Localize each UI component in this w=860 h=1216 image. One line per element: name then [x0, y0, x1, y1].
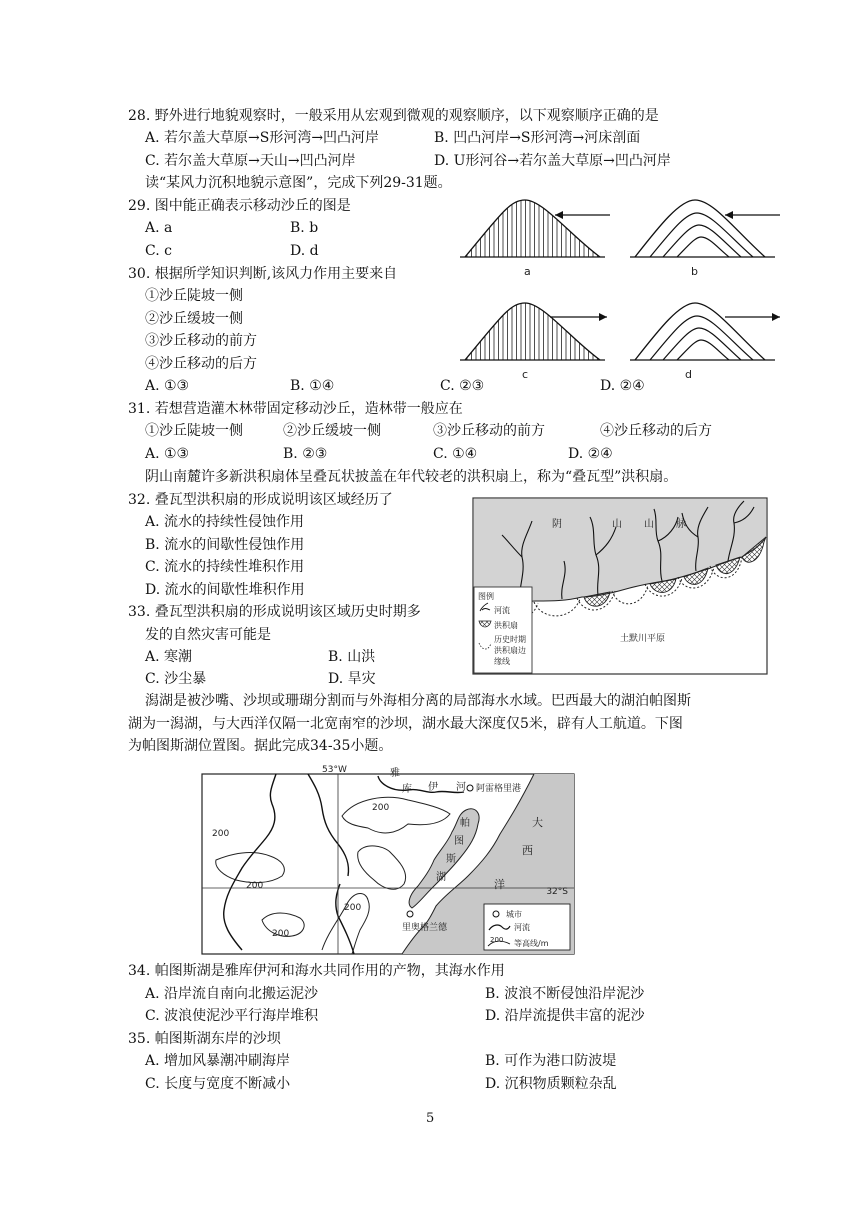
fan-map-legend: [474, 587, 532, 673]
river-label-4: 河: [456, 782, 466, 793]
contour-label-4: 200: [344, 903, 362, 913]
q35-option-d: D. 沉积物质颗粒杂乱: [485, 1076, 617, 1092]
longitude-label: 53°W: [322, 765, 347, 775]
legend-old-line2: 洪积扇边: [494, 646, 526, 655]
page-number: 5: [426, 1111, 435, 1126]
intro-34-35-line3: 为帕图斯湖位置图。据此完成34-35小题。: [128, 738, 393, 754]
lake-label-4: 湖: [436, 872, 446, 883]
contour-label-2: 200: [372, 803, 390, 813]
q30-statement-4: ④沙丘移动的后方: [145, 356, 257, 372]
legend-contour-number: 200: [490, 936, 504, 944]
rio-grande-icon: [407, 911, 413, 917]
mountain-label-4: 脉: [676, 519, 686, 530]
latitude-label: 32°S: [546, 887, 568, 897]
q35-stem: 35. 帕图斯湖东岸的沙坝: [128, 1031, 281, 1047]
q32-option-c: C. 流水的持续性堆积作用: [145, 559, 305, 575]
q32-stem: 32. 叠瓦型洪积扇的形成说明该区域经历了: [128, 492, 393, 508]
q31-statement-4: ④沙丘移动的后方: [600, 423, 712, 439]
contour-label-1: 200: [212, 829, 230, 839]
q35-option-b: B. 可作为港口防波堤: [485, 1053, 617, 1069]
river-label-2: 库: [402, 784, 412, 795]
plain-label: 土默川平原: [620, 634, 666, 644]
mountain-label-1: 阴: [552, 519, 562, 530]
lake-map-legend: [484, 904, 570, 950]
q34-option-c: C. 波浪使泥沙平行海岸堆积: [145, 1008, 319, 1024]
legend-river: 河流: [514, 923, 530, 932]
dune-label-b: b: [691, 265, 698, 278]
legend-old-line1: 历史时期: [494, 635, 526, 644]
intro-32-33: 阴山南麓许多新洪积扇体呈叠瓦状披盖在年代较老的洪积扇上，称为“叠瓦型”洪积扇。: [145, 469, 678, 485]
q34-stem: 34. 帕图斯湖是雅库伊河和海水共同作用的产物，其海水作用: [128, 963, 505, 979]
q34-option-a: A. 沿岸流自南向北搬运泥沙: [145, 986, 319, 1002]
intro-34-35-line2: 湖为一潟湖，与大西洋仅隔一北宽南窄的沙坝，湖水最大深度仅5米，辟有人工航道。下图: [128, 716, 683, 732]
q30-option-a: A. ①③: [145, 378, 190, 394]
q33-stem-line1: 33. 叠瓦型洪积扇的形成说明该区域历史时期多: [128, 604, 421, 620]
q31-statement-1: ①沙丘陡坡一侧: [145, 423, 243, 439]
q31-option-a: A. ①③: [145, 446, 190, 462]
q32-option-a: A. 流水的持续性侵蚀作用: [145, 514, 305, 530]
q33-stem-line2: 发的自然灾害可能是: [145, 627, 271, 643]
q30-option-d: D. ②④: [600, 378, 645, 394]
q33-option-d: D. 旱灾: [328, 671, 376, 687]
dune-c: [460, 298, 607, 381]
dune-a: [460, 195, 610, 278]
legend-title: 图例: [478, 592, 494, 601]
legend-river: 河流: [494, 606, 510, 615]
intro-29-31: 读“某风力沉积地貌示意图”，完成下列29-31题。: [145, 175, 452, 191]
legend-fan: 洪积扇: [494, 621, 518, 630]
legend-contour: 等高线/m: [514, 939, 549, 948]
contour-label-3: 200: [246, 881, 264, 891]
q29-option-a: A. a: [145, 220, 173, 236]
q33-option-c: C. 沙尘暴: [145, 671, 207, 687]
legend-city: 城市: [506, 910, 522, 919]
q34-option-d: D. 沿岸流提供丰富的泥沙: [485, 1008, 645, 1024]
dune-d: [630, 303, 780, 381]
lake-label-3: 斯: [446, 854, 456, 865]
river-label-1: 雅: [390, 768, 400, 779]
q28-option-b: B. 凹凸河岸→S形河湾→河床剖面: [434, 130, 641, 146]
q28-stem: 28. 野外进行地貌观察时，一般采用从宏观到微观的观察顺序，以下观察顺序正确的是: [128, 108, 659, 124]
q32-option-b: B. 流水的间歇性侵蚀作用: [145, 537, 305, 553]
q35-option-a: A. 增加风暴潮冲刷海岸: [145, 1053, 291, 1069]
ocean-label-1: 大: [532, 816, 543, 829]
q31-stem: 31. 若想营造灌木林带固定移动沙丘，造林带一般应在: [128, 401, 463, 417]
q29-option-b: B. b: [290, 220, 319, 236]
ocean-label-3: 洋: [494, 878, 505, 891]
legend-old-line3: 缘线: [494, 657, 510, 666]
q33-option-a: A. 寒潮: [145, 649, 193, 665]
q29-option-d: D. d: [290, 243, 319, 259]
mountain-label-2: 山: [612, 519, 622, 530]
porto-alegre-label: 阿雷格里港: [476, 784, 522, 794]
dune-diagram: [455, 195, 785, 385]
dune-label-c: c: [522, 368, 529, 381]
q35-option-c: C. 长度与宽度不断减小: [145, 1076, 291, 1092]
city-symbol-icon: [493, 911, 499, 917]
q29-option-c: C. c: [145, 243, 172, 259]
q31-option-d: D. ②④: [568, 446, 613, 462]
q31-statement-3: ③沙丘移动的前方: [433, 423, 545, 439]
contour-label-5: 200: [272, 929, 290, 939]
intro-34-35-line1: 潟湖是被沙嘴、沙坝或珊瑚分割而与外海相分离的局部海水水域。巴西最大的湖泊帕图斯: [145, 693, 691, 709]
q28-option-d: D. U形河谷→若尔盖大草原→凹凸河岸: [434, 153, 671, 169]
rio-grande-label: 里奥格兰德: [402, 923, 448, 933]
river-label-3: 伊: [428, 782, 438, 793]
q31-option-b: B. ②③: [283, 446, 328, 462]
q32-option-d: D. 流水的间歇性堆积作用: [145, 582, 305, 598]
q34-option-b: B. 波浪不断侵蚀沿岸泥沙: [485, 986, 645, 1002]
q28-option-c: C. 若尔盖大草原→天山→凹凸河岸: [145, 153, 356, 169]
q30-statement-2: ②沙丘缓坡一侧: [145, 311, 243, 327]
lake-label-1: 帕: [460, 818, 470, 829]
porto-alegre-icon: [467, 785, 473, 791]
dune-label-d: d: [685, 368, 692, 381]
q31-statement-2: ②沙丘缓坡一侧: [283, 423, 381, 439]
mountain-label-3: 山: [644, 519, 654, 530]
q30-stem: 30. 根据所学知识判断,该风力作用主要来自: [128, 266, 398, 282]
q30-option-c: C. ②③: [440, 378, 485, 394]
q30-statement-3: ③沙丘移动的前方: [145, 333, 257, 349]
alluvial-fan-map: [472, 497, 768, 675]
dune-b: [630, 200, 780, 278]
q30-statement-1: ①沙丘陡坡一侧: [145, 288, 243, 304]
q29-stem: 29. 图中能正确表示移动沙丘的图是: [128, 198, 351, 214]
q30-option-b: B. ①④: [290, 378, 335, 394]
ocean-label-2: 西: [522, 844, 533, 857]
q31-option-c: C. ①④: [433, 446, 478, 462]
patos-lagoon-map: [196, 764, 576, 964]
q28-option-a: A. 若尔盖大草原→S形河湾→凹凸河岸: [145, 130, 380, 146]
q33-option-b: B. 山洪: [328, 649, 376, 665]
lake-label-2: 图: [454, 836, 464, 847]
dune-label-a: a: [524, 265, 531, 278]
